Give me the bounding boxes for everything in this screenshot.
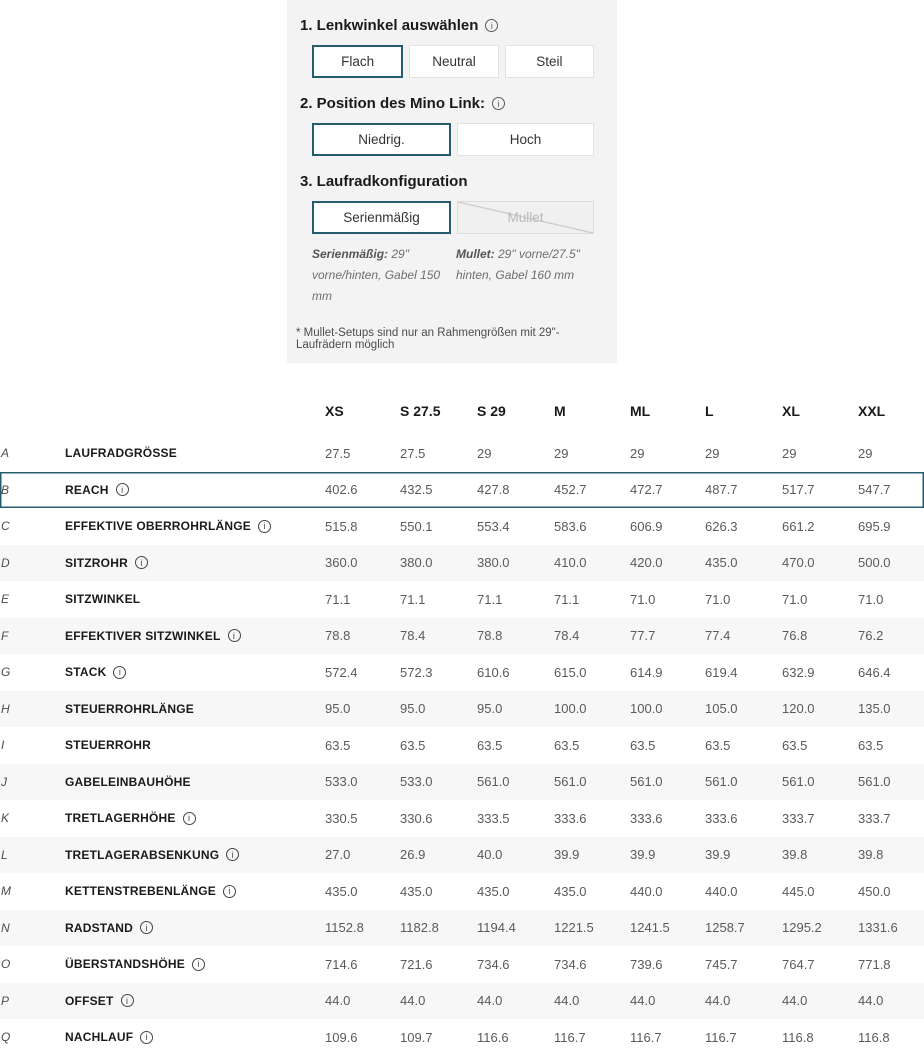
cell-value: 435.0 xyxy=(554,883,587,899)
cell-value: 76.2 xyxy=(858,628,884,644)
column-header-xxl: XXL xyxy=(858,402,886,419)
cell-value: 116.7 xyxy=(554,1029,586,1045)
row-label xyxy=(65,738,185,752)
cell-value: 44.0 xyxy=(554,993,580,1009)
cell-value: 44.0 xyxy=(400,993,426,1009)
column-header-s-29: S 29 xyxy=(477,402,506,419)
row-label xyxy=(65,994,185,1008)
row-label-text: STEUERROHRLÄNGE xyxy=(65,701,195,716)
cell-value: 29 xyxy=(705,445,720,461)
info-icon[interactable]: i xyxy=(121,994,134,1007)
row-label xyxy=(65,774,191,789)
cell-value: 550.1 xyxy=(400,518,433,534)
cell-value: 71.1 xyxy=(554,591,580,607)
cell-value: 116.6 xyxy=(477,1029,509,1045)
column-header-xl: XL xyxy=(782,402,800,419)
cell-value: 27.5 xyxy=(400,445,426,461)
cell-value: 427.8 xyxy=(477,482,510,498)
cell-value: 63.5 xyxy=(554,737,580,753)
table-row-stack[interactable] xyxy=(0,654,924,691)
cell-value: 44.0 xyxy=(858,993,884,1009)
cell-value: 78.4 xyxy=(554,628,580,644)
row-letter: Q xyxy=(1,1030,11,1045)
cell-value: 44.0 xyxy=(705,993,731,1009)
row-label-text: EFFEKTIVE OBERROHRLÄNGE xyxy=(65,519,251,534)
cell-value: 39.9 xyxy=(554,847,580,863)
row-letter: J xyxy=(1,774,7,789)
section-title-1-lenkwinkel-ausw-hlen xyxy=(300,17,604,34)
row-letter: B xyxy=(1,482,10,497)
cell-value: 100.0 xyxy=(630,701,663,717)
cell-value: 450.0 xyxy=(858,883,891,899)
cell-value: 63.5 xyxy=(400,737,426,753)
cell-value: 116.7 xyxy=(630,1029,662,1045)
table-row-gabeleinbauh-he[interactable] xyxy=(0,764,924,801)
cell-value: 561.0 xyxy=(858,774,891,790)
cell-value: 561.0 xyxy=(630,774,663,790)
cell-value: 333.6 xyxy=(705,810,738,826)
cell-value: 435.0 xyxy=(325,883,358,899)
cell-value: 1241.5 xyxy=(630,920,670,936)
row-label xyxy=(65,556,185,570)
cell-value: 109.6 xyxy=(325,1029,358,1045)
option-button-steil[interactable]: Steil xyxy=(505,45,594,78)
wheel-config-descriptions xyxy=(312,244,594,307)
info-icon[interactable]: i xyxy=(192,958,205,971)
cell-value: 380.0 xyxy=(477,555,510,571)
cell-value: 44.0 xyxy=(477,993,503,1009)
row-letter: D xyxy=(1,555,10,570)
cell-value: 95.0 xyxy=(400,701,426,717)
cell-value: 561.0 xyxy=(477,774,510,790)
cell-value: 78.8 xyxy=(325,628,351,644)
cell-value: 39.8 xyxy=(782,847,808,863)
section-title-text: 3. Laufradkonfiguration xyxy=(300,173,468,190)
cell-value: 435.0 xyxy=(705,555,738,571)
table-row-steuerrohr[interactable] xyxy=(0,727,924,764)
row-label-text: STEUERROHR xyxy=(65,738,152,753)
cell-value: 402.6 xyxy=(325,482,358,498)
cell-value: 29 xyxy=(554,445,569,461)
cell-value: 95.0 xyxy=(325,701,351,717)
table-body xyxy=(0,435,924,1056)
section-title-text: 1. Lenkwinkel auswählen xyxy=(300,17,479,34)
option-group xyxy=(312,45,594,78)
cell-value: 71.0 xyxy=(705,591,731,607)
cell-value: 29 xyxy=(477,445,492,461)
cell-value: 1194.4 xyxy=(477,920,516,936)
cell-value: 487.7 xyxy=(705,482,738,498)
cell-value: 71.0 xyxy=(858,591,884,607)
cell-value: 695.9 xyxy=(858,518,891,534)
table-row-kettenstrebenl-nge[interactable] xyxy=(0,873,924,910)
row-label xyxy=(65,483,185,497)
cell-value: 533.0 xyxy=(400,774,433,790)
table-header-row xyxy=(0,386,924,435)
cell-value: 452.7 xyxy=(554,482,587,498)
row-label xyxy=(65,701,195,716)
section-title-3-laufradkonfiguration xyxy=(300,173,604,190)
info-icon[interactable]: i xyxy=(226,848,239,861)
cell-value: 44.0 xyxy=(782,993,808,1009)
cell-value: 26.9 xyxy=(400,847,426,863)
row-letter: P xyxy=(1,993,10,1008)
info-icon[interactable]: i xyxy=(183,812,196,825)
table-row-reach[interactable] xyxy=(0,472,924,509)
cell-value: 330.6 xyxy=(400,810,433,826)
row-label xyxy=(65,957,200,972)
cell-value: 583.6 xyxy=(554,518,587,534)
table-row-tretlagerh-he[interactable] xyxy=(0,800,924,837)
cell-value: 440.0 xyxy=(705,883,738,899)
cell-value: 714.6 xyxy=(325,956,358,972)
row-label-text: OFFSET xyxy=(65,993,114,1008)
cell-value: 561.0 xyxy=(705,774,738,790)
row-label xyxy=(65,847,234,862)
cell-value: 95.0 xyxy=(477,701,503,717)
cell-value: 39.9 xyxy=(630,847,656,863)
row-label-text: RADSTAND xyxy=(65,920,134,935)
column-header-ml: ML xyxy=(630,402,651,419)
cell-value: 120.0 xyxy=(782,701,815,717)
info-icon[interactable]: i xyxy=(135,556,148,569)
cell-value: 626.3 xyxy=(705,518,738,534)
cell-value: 77.7 xyxy=(630,628,656,644)
cell-value: 135.0 xyxy=(858,701,891,717)
row-letter: G xyxy=(1,665,11,680)
row-letter: N xyxy=(1,920,10,935)
cell-value: 29 xyxy=(630,445,645,461)
row-letter: E xyxy=(1,592,10,607)
config-sections xyxy=(287,17,617,234)
cell-value: 360.0 xyxy=(325,555,358,571)
row-label-text: SITZROHR xyxy=(65,555,128,570)
row-label-text: LAUFRADGRÖSSE xyxy=(65,446,177,461)
table-row-effektive-oberrohrl-nge[interactable] xyxy=(0,508,924,545)
option-button-hoch[interactable]: Hoch xyxy=(457,123,594,156)
row-label-text: TRETLAGERHÖHE xyxy=(65,811,176,826)
cell-value: 63.5 xyxy=(325,737,351,753)
row-label-text: STACK xyxy=(65,665,107,680)
option-button-neutral[interactable]: Neutral xyxy=(409,45,498,78)
cell-value: 71.1 xyxy=(325,591,351,607)
table-row-offset[interactable] xyxy=(0,983,924,1020)
info-icon[interactable]: i xyxy=(258,520,271,533)
cell-value: 1295.2 xyxy=(782,920,822,936)
info-icon[interactable]: i xyxy=(492,97,505,110)
cell-value: 533.0 xyxy=(325,774,358,790)
cell-value: 572.4 xyxy=(325,664,358,680)
column-header-l: L xyxy=(705,402,714,419)
row-letter: I xyxy=(1,738,5,753)
cell-value: 734.6 xyxy=(554,956,587,972)
table-row-sitzrohr[interactable] xyxy=(0,545,924,582)
row-label-text: TRETLAGERABSENKUNG xyxy=(65,847,220,862)
cell-value: 646.4 xyxy=(858,664,891,680)
cell-value: 745.7 xyxy=(705,956,738,972)
cell-value: 63.5 xyxy=(705,737,731,753)
mullet-footnote: * Mullet-Setups sind nur an Rahmengrößen mit 29"-Laufrädern möglich xyxy=(296,327,560,351)
cell-value: 44.0 xyxy=(630,993,656,1009)
row-label-text: SITZWINKEL xyxy=(65,592,141,607)
cell-value: 63.5 xyxy=(782,737,808,753)
info-icon[interactable]: i xyxy=(140,1031,153,1044)
wheel-config-description: Mullet: 29" vorne/27.5" hinten, Gabel 160 mm xyxy=(456,247,580,282)
cell-value: 76.8 xyxy=(782,628,808,644)
cell-value: 553.4 xyxy=(477,518,510,534)
cell-value: 109.7 xyxy=(400,1029,433,1045)
row-label-text: ÜBERSTANDSHÖHE xyxy=(65,957,185,972)
row-label-text: EFFEKTIVER SITZWINKEL xyxy=(65,628,221,643)
section-title-2-position-des-mino-link xyxy=(300,95,604,112)
info-icon[interactable]: i xyxy=(223,885,236,898)
row-label xyxy=(65,519,266,534)
info-icon[interactable]: i xyxy=(116,483,129,496)
table-row-effektiver-sitzwinkel[interactable] xyxy=(0,618,924,655)
cell-value: 547.7 xyxy=(858,482,891,498)
cell-value: 44.0 xyxy=(325,993,351,1009)
row-label xyxy=(65,446,185,460)
cell-value: 63.5 xyxy=(477,737,503,753)
table-row-tretlagerabsenkung[interactable] xyxy=(0,837,924,874)
cell-value: 78.8 xyxy=(477,628,503,644)
cell-value: 632.9 xyxy=(782,664,815,680)
option-button-niedrig[interactable]: Niedrig. xyxy=(312,123,451,156)
row-letter: A xyxy=(1,446,10,461)
row-label xyxy=(65,1030,185,1044)
row-letter: M xyxy=(1,884,11,899)
column-header-xs: XS xyxy=(325,402,344,419)
row-letter: F xyxy=(1,628,9,643)
option-group xyxy=(312,201,594,234)
cell-value: 333.6 xyxy=(554,810,587,826)
cell-value: 420.0 xyxy=(630,555,663,571)
cell-value: 771.8 xyxy=(858,956,891,972)
table-row-nachlauf[interactable] xyxy=(0,1019,924,1056)
cell-value: 734.6 xyxy=(477,956,510,972)
cell-value: 29 xyxy=(782,445,797,461)
cell-value: 71.1 xyxy=(400,591,426,607)
cell-value: 561.0 xyxy=(782,774,815,790)
cell-value: 440.0 xyxy=(630,883,663,899)
row-label-text: KETTENSTREBENLÄNGE xyxy=(65,884,216,899)
cell-value: 100.0 xyxy=(554,701,587,717)
row-letter: K xyxy=(1,811,10,826)
option-button-serienm-ig[interactable]: Serienmäßig xyxy=(312,201,451,234)
config-panel xyxy=(287,0,617,363)
row-label xyxy=(65,592,185,606)
option-button-flach[interactable]: Flach xyxy=(312,45,403,78)
cell-value: 380.0 xyxy=(400,555,433,571)
cell-value: 105.0 xyxy=(705,701,738,717)
cell-value: 333.6 xyxy=(630,810,663,826)
cell-value: 1258.7 xyxy=(705,920,745,936)
cell-value: 71.0 xyxy=(782,591,808,607)
cell-value: 435.0 xyxy=(477,883,510,899)
row-letter: H xyxy=(1,701,10,716)
cell-value: 614.9 xyxy=(630,664,663,680)
row-label xyxy=(65,884,231,899)
cell-value: 445.0 xyxy=(782,883,815,899)
cell-value: 470.0 xyxy=(782,555,815,571)
cell-value: 661.2 xyxy=(782,518,815,534)
option-button-mullet: Mullet xyxy=(457,201,594,234)
cell-value: 333.5 xyxy=(477,810,510,826)
cell-value: 610.6 xyxy=(477,664,510,680)
cell-value: 721.6 xyxy=(400,956,433,972)
table-row-laufradgr-sse[interactable] xyxy=(0,435,924,472)
cell-value: 500.0 xyxy=(858,555,891,571)
table-row-sitzwinkel[interactable] xyxy=(0,581,924,618)
cell-value: 432.5 xyxy=(400,482,433,498)
cell-value: 27.0 xyxy=(325,847,351,863)
table-row-steuerrohrl-nge[interactable] xyxy=(0,691,924,728)
cell-value: 78.4 xyxy=(400,628,426,644)
cell-value: 1152.8 xyxy=(325,920,364,936)
row-label xyxy=(65,811,191,826)
info-icon[interactable]: i xyxy=(485,19,498,32)
cell-value: 63.5 xyxy=(630,737,656,753)
column-header-m: M xyxy=(554,402,566,419)
section-title-text: 2. Position des Mino Link: xyxy=(300,95,486,112)
cell-value: 77.4 xyxy=(705,628,731,644)
cell-value: 739.6 xyxy=(630,956,663,972)
row-label xyxy=(65,628,236,643)
row-letter: O xyxy=(1,957,11,972)
cell-value: 333.7 xyxy=(858,810,891,826)
row-label-text: NACHLAUF xyxy=(65,1030,134,1045)
geometry-table xyxy=(0,386,924,1056)
cell-value: 615.0 xyxy=(554,664,587,680)
cell-value: 619.4 xyxy=(705,664,738,680)
cell-value: 330.5 xyxy=(325,810,358,826)
cell-value: 71.1 xyxy=(477,591,503,607)
cell-value: 116.8 xyxy=(782,1029,814,1045)
row-label-text: GABELEINBAUHÖHE xyxy=(65,774,191,789)
cell-value: 40.0 xyxy=(477,847,503,863)
cell-value: 39.9 xyxy=(705,847,731,863)
option-group xyxy=(312,123,594,156)
cell-value: 333.7 xyxy=(782,810,815,826)
info-icon[interactable]: i xyxy=(228,629,241,642)
table-row-radstand[interactable] xyxy=(0,910,924,947)
cell-value: 1221.5 xyxy=(554,920,594,936)
cell-value: 116.7 xyxy=(705,1029,737,1045)
cell-value: 116.8 xyxy=(858,1029,890,1045)
cell-value: 29 xyxy=(858,445,873,461)
cell-value: 410.0 xyxy=(554,555,587,571)
info-icon[interactable]: i xyxy=(140,921,153,934)
info-icon[interactable]: i xyxy=(113,666,126,679)
row-label xyxy=(65,921,185,935)
cell-value: 517.7 xyxy=(782,482,815,498)
cell-value: 27.5 xyxy=(325,445,351,461)
cell-value: 572.3 xyxy=(400,664,433,680)
cell-value: 71.0 xyxy=(630,591,656,607)
wheel-config-description: Serienmäßig: 29" vorne/hinten, Gabel 150 mm xyxy=(312,247,441,303)
column-header-s-27-5: S 27.5 xyxy=(400,402,441,419)
cell-value: 1182.8 xyxy=(400,920,439,936)
cell-value: 39.8 xyxy=(858,847,884,863)
cell-value: 63.5 xyxy=(858,737,884,753)
cell-value: 435.0 xyxy=(400,883,433,899)
row-letter: L xyxy=(1,847,8,862)
row-label-text: REACH xyxy=(65,482,109,497)
cell-value: 1331.6 xyxy=(858,920,898,936)
cell-value: 606.9 xyxy=(630,518,663,534)
cell-value: 561.0 xyxy=(554,774,587,790)
cell-value: 764.7 xyxy=(782,956,815,972)
row-letter: C xyxy=(1,519,10,534)
cell-value: 515.8 xyxy=(325,518,358,534)
row-label xyxy=(65,665,185,679)
table-row-berstandsh-he[interactable] xyxy=(0,946,924,983)
cell-value: 472.7 xyxy=(630,482,663,498)
